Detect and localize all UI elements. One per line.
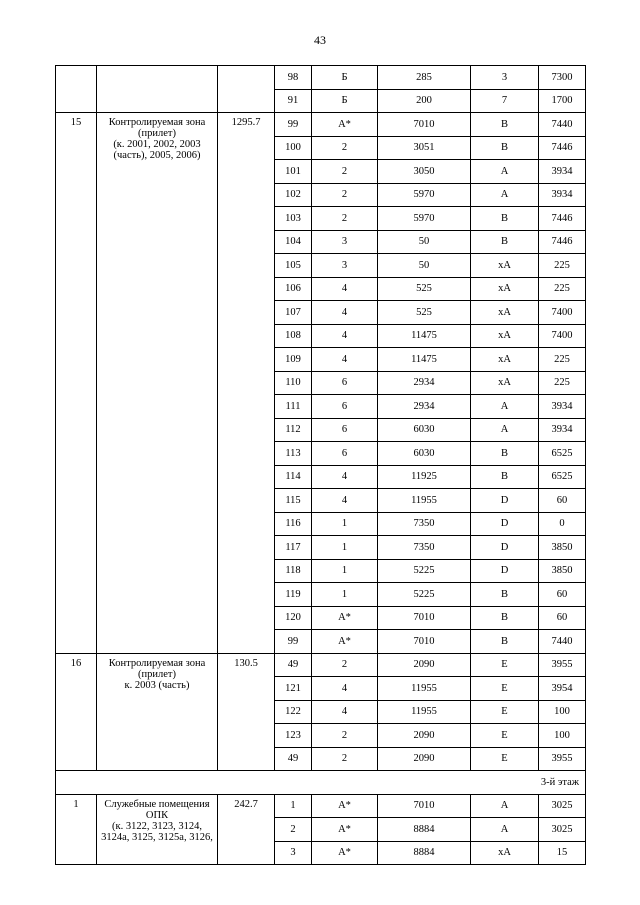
value-cell: 7400 xyxy=(539,324,586,348)
category-cell: А xyxy=(471,794,539,818)
distance-cell: 3051 xyxy=(378,136,471,160)
point-number: 114 xyxy=(275,465,312,489)
distance-cell: 5970 xyxy=(378,207,471,231)
distance-cell: 2090 xyxy=(378,653,471,677)
table-row xyxy=(56,653,586,677)
class-cell: А* xyxy=(312,606,378,630)
class-cell: 2 xyxy=(312,183,378,207)
point-number: 91 xyxy=(275,89,312,113)
point-number: 101 xyxy=(275,160,312,184)
point-number: 49 xyxy=(275,653,312,677)
point-number: 3 xyxy=(275,841,312,865)
class-cell: 6 xyxy=(312,442,378,466)
zone-description: Служебные помещения ОПК (к. 3122, 3123, 3124, 3124а, 3125, 3125а, 3126, xyxy=(97,794,218,865)
category-cell: D xyxy=(471,489,539,513)
value-cell: 60 xyxy=(539,489,586,513)
distance-cell: 2934 xyxy=(378,371,471,395)
class-cell: 2 xyxy=(312,160,378,184)
value-cell: 3954 xyxy=(539,677,586,701)
value-cell: 3955 xyxy=(539,747,586,771)
value-cell: 225 xyxy=(539,348,586,372)
value-cell: 3850 xyxy=(539,536,586,560)
class-cell: 1 xyxy=(312,512,378,536)
value-cell: 225 xyxy=(539,254,586,278)
zone-number: 1 xyxy=(56,794,97,865)
class-cell: 3 xyxy=(312,254,378,278)
category-cell: Е xyxy=(471,653,539,677)
value-cell: 7446 xyxy=(539,136,586,160)
category-cell: А xyxy=(471,395,539,419)
data-table xyxy=(55,65,586,865)
floor-label: 3-й этаж xyxy=(56,771,586,795)
floor-header-row xyxy=(56,771,586,795)
class-cell: 4 xyxy=(312,489,378,513)
category-cell: А xyxy=(471,418,539,442)
distance-cell: 5225 xyxy=(378,559,471,583)
class-cell: 3 xyxy=(312,230,378,254)
distance-cell: 50 xyxy=(378,230,471,254)
category-cell: 7 xyxy=(471,89,539,113)
point-number: 100 xyxy=(275,136,312,160)
zone-description: Контролируемая зона (прилет) к. 2003 (часть) xyxy=(97,653,218,771)
class-cell: А* xyxy=(312,113,378,137)
category-cell: Е xyxy=(471,747,539,771)
value-cell: 7440 xyxy=(539,113,586,137)
point-number: 98 xyxy=(275,66,312,90)
category-cell: D xyxy=(471,536,539,560)
value-cell: 3025 xyxy=(539,818,586,842)
page-number: 43 xyxy=(314,33,326,47)
point-number: 121 xyxy=(275,677,312,701)
point-number: 105 xyxy=(275,254,312,278)
category-cell: Е xyxy=(471,700,539,724)
point-number: 111 xyxy=(275,395,312,419)
category-cell: А xyxy=(471,160,539,184)
category-cell: В xyxy=(471,606,539,630)
category-cell: А xyxy=(471,818,539,842)
value-cell: 7440 xyxy=(539,630,586,654)
distance-cell: 8884 xyxy=(378,841,471,865)
table-row xyxy=(56,794,586,818)
point-number: 99 xyxy=(275,113,312,137)
value-cell: 225 xyxy=(539,277,586,301)
class-cell: 4 xyxy=(312,324,378,348)
point-number: 115 xyxy=(275,489,312,513)
class-cell: 2 xyxy=(312,724,378,748)
distance-cell: 11955 xyxy=(378,700,471,724)
category-cell: В xyxy=(471,207,539,231)
category-cell: D xyxy=(471,559,539,583)
category-cell: хА xyxy=(471,348,539,372)
category-cell: хА xyxy=(471,254,539,278)
class-cell: 1 xyxy=(312,559,378,583)
class-cell: 2 xyxy=(312,747,378,771)
category-cell: В xyxy=(471,230,539,254)
point-number: 99 xyxy=(275,630,312,654)
class-cell: 2 xyxy=(312,207,378,231)
point-number: 117 xyxy=(275,536,312,560)
distance-cell: 6030 xyxy=(378,442,471,466)
class-cell: 4 xyxy=(312,700,378,724)
value-cell: 225 xyxy=(539,371,586,395)
point-number: 49 xyxy=(275,747,312,771)
distance-cell: 11955 xyxy=(378,489,471,513)
category-cell: В xyxy=(471,442,539,466)
point-number: 119 xyxy=(275,583,312,607)
distance-cell: 8884 xyxy=(378,818,471,842)
category-cell: А xyxy=(471,183,539,207)
zone-area: 1295.7 xyxy=(218,113,275,654)
class-cell: А* xyxy=(312,794,378,818)
distance-cell: 7350 xyxy=(378,512,471,536)
distance-cell: 3050 xyxy=(378,160,471,184)
class-cell: 4 xyxy=(312,277,378,301)
class-cell: 4 xyxy=(312,465,378,489)
point-number: 104 xyxy=(275,230,312,254)
point-number: 106 xyxy=(275,277,312,301)
zone-number xyxy=(56,66,97,113)
class-cell: А* xyxy=(312,841,378,865)
point-number: 109 xyxy=(275,348,312,372)
class-cell: 2 xyxy=(312,653,378,677)
class-cell: 4 xyxy=(312,348,378,372)
class-cell: А* xyxy=(312,818,378,842)
class-cell: 2 xyxy=(312,136,378,160)
category-cell: D xyxy=(471,512,539,536)
value-cell: 3934 xyxy=(539,418,586,442)
value-cell: 60 xyxy=(539,606,586,630)
value-cell: 100 xyxy=(539,724,586,748)
distance-cell: 11475 xyxy=(378,324,471,348)
category-cell: 3 xyxy=(471,66,539,90)
distance-cell: 11955 xyxy=(378,677,471,701)
value-cell: 60 xyxy=(539,583,586,607)
point-number: 116 xyxy=(275,512,312,536)
point-number: 107 xyxy=(275,301,312,325)
zone-area: 242.7 xyxy=(218,794,275,865)
value-cell: 15 xyxy=(539,841,586,865)
zone-number: 16 xyxy=(56,653,97,771)
value-cell: 1700 xyxy=(539,89,586,113)
value-cell: 6525 xyxy=(539,465,586,489)
table-row xyxy=(56,66,586,90)
value-cell: 0 xyxy=(539,512,586,536)
distance-cell: 6030 xyxy=(378,418,471,442)
value-cell: 7446 xyxy=(539,230,586,254)
category-cell: Е xyxy=(471,724,539,748)
point-number: 113 xyxy=(275,442,312,466)
category-cell: В xyxy=(471,465,539,489)
distance-cell: 285 xyxy=(378,66,471,90)
class-cell: Б xyxy=(312,89,378,113)
value-cell: 3934 xyxy=(539,160,586,184)
category-cell: В xyxy=(471,113,539,137)
point-number: 2 xyxy=(275,818,312,842)
category-cell: хА xyxy=(471,301,539,325)
class-cell: 6 xyxy=(312,395,378,419)
distance-cell: 5970 xyxy=(378,183,471,207)
distance-cell: 50 xyxy=(378,254,471,278)
distance-cell: 7010 xyxy=(378,794,471,818)
class-cell: 6 xyxy=(312,371,378,395)
distance-cell: 7010 xyxy=(378,606,471,630)
zone-area: 130.5 xyxy=(218,653,275,771)
distance-cell: 7350 xyxy=(378,536,471,560)
zone-number: 15 xyxy=(56,113,97,654)
value-cell: 6525 xyxy=(539,442,586,466)
distance-cell: 11925 xyxy=(378,465,471,489)
point-number: 102 xyxy=(275,183,312,207)
distance-cell: 200 xyxy=(378,89,471,113)
category-cell: хА xyxy=(471,841,539,865)
value-cell: 3934 xyxy=(539,183,586,207)
point-number: 123 xyxy=(275,724,312,748)
zone-area xyxy=(218,66,275,113)
value-cell: 7446 xyxy=(539,207,586,231)
distance-cell: 7010 xyxy=(378,630,471,654)
distance-cell: 2934 xyxy=(378,395,471,419)
point-number: 112 xyxy=(275,418,312,442)
point-number: 103 xyxy=(275,207,312,231)
point-number: 108 xyxy=(275,324,312,348)
table-row xyxy=(56,113,586,137)
category-cell: Е xyxy=(471,677,539,701)
class-cell: 4 xyxy=(312,301,378,325)
class-cell: 6 xyxy=(312,418,378,442)
point-number: 120 xyxy=(275,606,312,630)
value-cell: 100 xyxy=(539,700,586,724)
point-number: 110 xyxy=(275,371,312,395)
class-cell: А* xyxy=(312,630,378,654)
value-cell: 7300 xyxy=(539,66,586,90)
zone-description: Контролируемая зона (прилет) (к. 2001, 2002, 2003 (часть), 2005, 2006) xyxy=(97,113,218,654)
zone-description xyxy=(97,66,218,113)
distance-cell: 2090 xyxy=(378,747,471,771)
value-cell: 3955 xyxy=(539,653,586,677)
category-cell: хА xyxy=(471,277,539,301)
distance-cell: 7010 xyxy=(378,113,471,137)
value-cell: 3025 xyxy=(539,794,586,818)
point-number: 122 xyxy=(275,700,312,724)
distance-cell: 5225 xyxy=(378,583,471,607)
class-cell: 1 xyxy=(312,536,378,560)
value-cell: 3850 xyxy=(539,559,586,583)
distance-cell: 2090 xyxy=(378,724,471,748)
value-cell: 3934 xyxy=(539,395,586,419)
distance-cell: 525 xyxy=(378,277,471,301)
point-number: 1 xyxy=(275,794,312,818)
value-cell: 7400 xyxy=(539,301,586,325)
class-cell: 1 xyxy=(312,583,378,607)
class-cell: 4 xyxy=(312,677,378,701)
point-number: 118 xyxy=(275,559,312,583)
category-cell: В xyxy=(471,136,539,160)
category-cell: В xyxy=(471,630,539,654)
category-cell: хА xyxy=(471,324,539,348)
distance-cell: 525 xyxy=(378,301,471,325)
distance-cell: 11475 xyxy=(378,348,471,372)
category-cell: хА xyxy=(471,371,539,395)
class-cell: Б xyxy=(312,66,378,90)
category-cell: В xyxy=(471,583,539,607)
